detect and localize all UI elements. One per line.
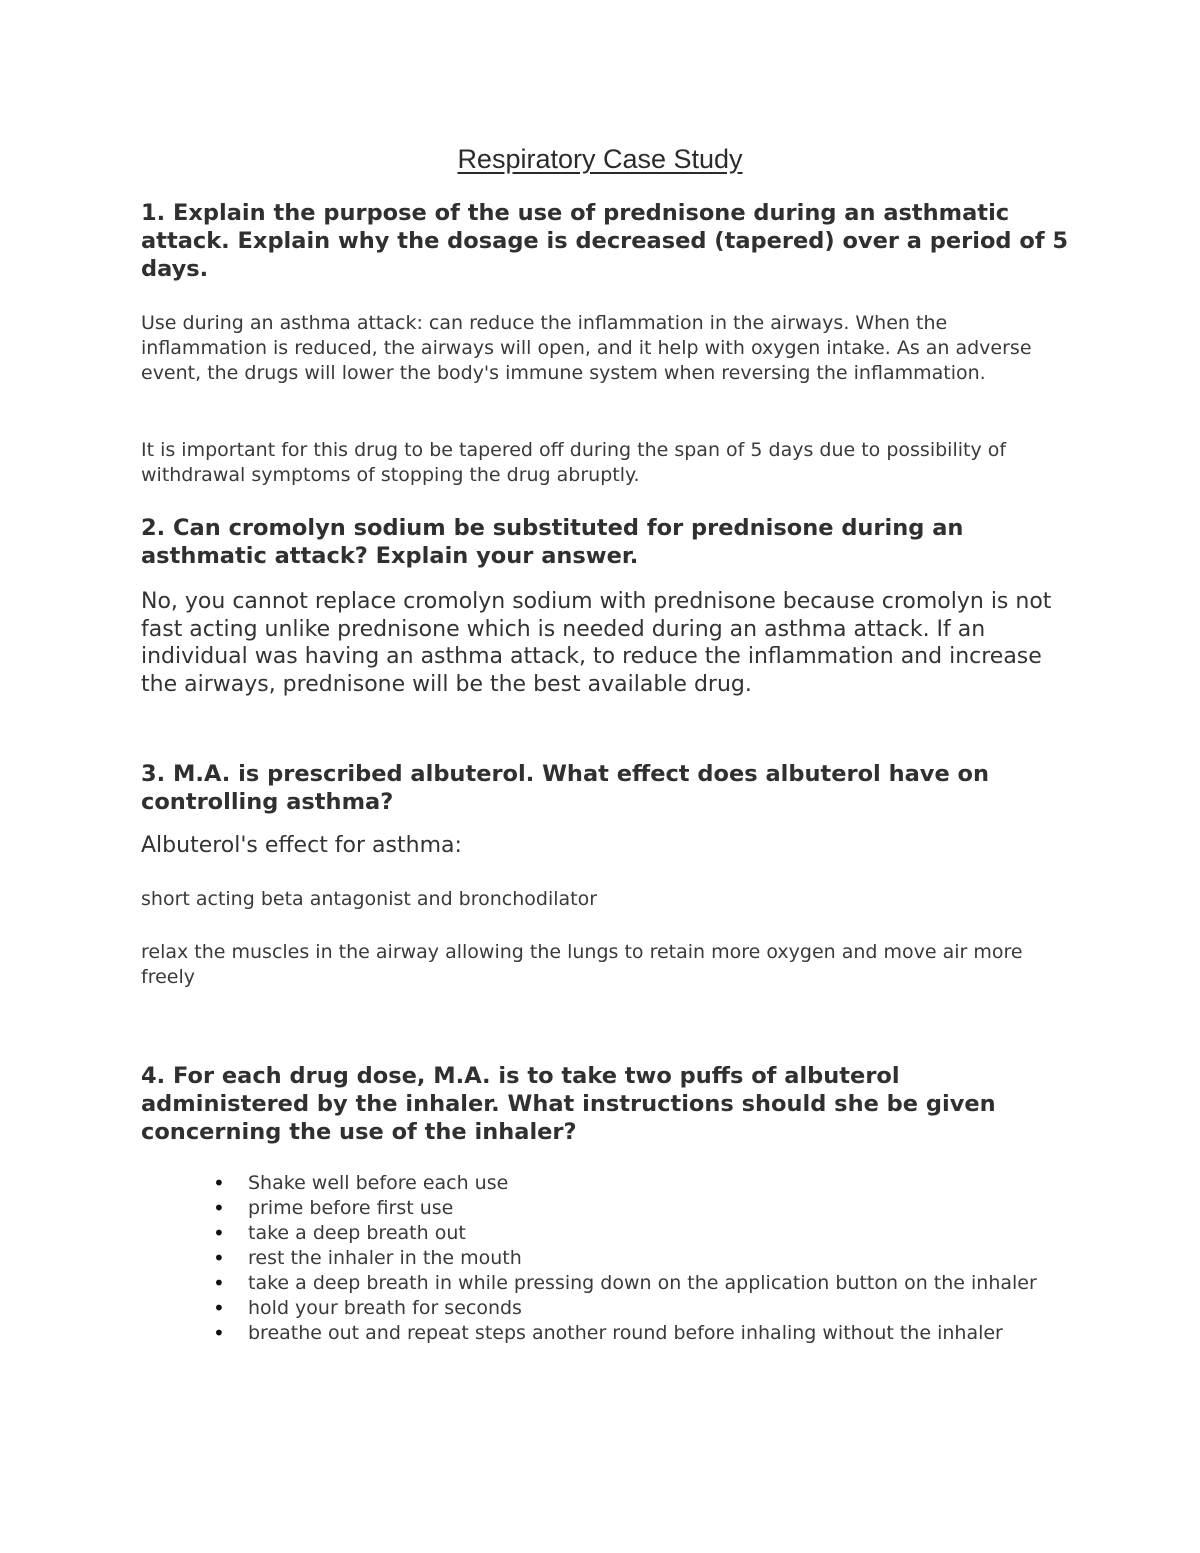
list-item-text: prime before first use (248, 1197, 454, 1219)
inhaler-steps-list (210, 1171, 1050, 1346)
list-item (210, 1171, 1050, 1196)
list-item-text: take a deep breath out (248, 1222, 466, 1244)
bullet-icon: • (213, 1296, 225, 1320)
list-item (210, 1321, 1050, 1346)
bullet-icon: • (213, 1271, 225, 1295)
list-item-text: rest the inhaler in the mouth (248, 1247, 522, 1269)
answer-3-paragraph-1: short acting beta antagonist and bronchodilator (141, 888, 598, 910)
list-item-text: take a deep breath in while pressing down on the application button on the inhaler (248, 1272, 1037, 1294)
page-title: Respiratory Case Study (457, 144, 743, 174)
bullet-icon: • (213, 1196, 225, 1220)
answer-3-heading: Albuterol's effect for asthma: (141, 833, 462, 858)
answer-1-paragraph-1: Use during an asthma attack: can reduce the inflammation in the airways. When the inflammation is reduced, the airways will open, and it help with oxygen intake. As an adverse event, the drugs will lower the body's immune system when reversing the inflammation. (141, 312, 1032, 384)
bullet-icon: • (213, 1221, 225, 1245)
list-item (210, 1271, 1050, 1296)
list-item-text: breathe out and repeat steps another round before inhaling without the inhaler (248, 1322, 1003, 1344)
list-item-text: hold your breath for seconds (248, 1297, 522, 1319)
list-item (210, 1296, 1050, 1321)
bullet-icon: • (213, 1246, 225, 1270)
answer-2-paragraph: No, you cannot replace cromolyn sodium with prednisone because cromolyn is not fast acting unlike prednisone which is needed during an asthma attack. If an individual was having an asthma attack, to reduce the inflammation and increase the airways, prednisone will be the best available drug. (141, 589, 1052, 697)
list-item (210, 1196, 1050, 1221)
list-item (210, 1221, 1050, 1246)
list-item-text: Shake well before each use (248, 1172, 509, 1194)
question-4: 4. For each drug dose, M.A. is to take two puffs of albuterol administered by the inhaler. What instructions should she be given concerning the use of the inhaler? (141, 1063, 996, 1145)
question-1: 1. Explain the purpose of the use of prednisone during an asthmatic attack. Explain why the dosage is decreased (tapered) over a period of 5 days. (141, 200, 1069, 282)
bullet-icon: • (213, 1321, 225, 1345)
bullet-icon: • (213, 1171, 225, 1195)
answer-3-paragraph-2: relax the muscles in the airway allowing the lungs to retain more oxygen and move air more freely (141, 941, 1023, 988)
question-2: 2. Can cromolyn sodium be substituted for prednisone during an asthmatic attack? Explain your answer. (141, 515, 964, 569)
answer-1-paragraph-2: It is important for this drug to be tapered off during the span of 5 days due to possibility of withdrawal symptoms of stopping the drug abruptly. (141, 439, 1007, 486)
list-item (210, 1246, 1050, 1271)
question-3: 3. M.A. is prescribed albuterol. What effect does albuterol have on controlling asthma? (141, 761, 990, 815)
